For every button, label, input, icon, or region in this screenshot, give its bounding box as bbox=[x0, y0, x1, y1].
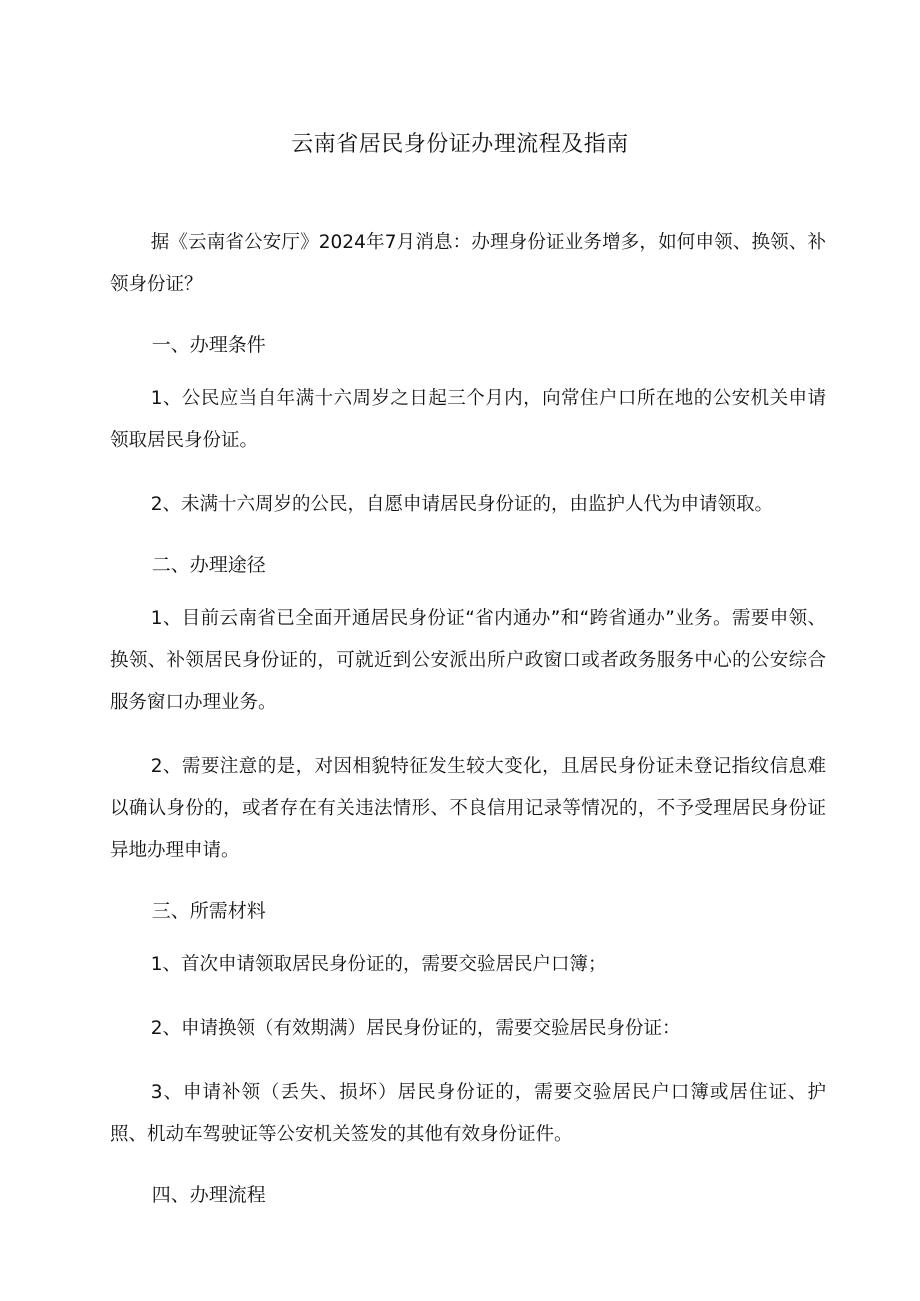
paragraph: 2、未满十六周岁的公民，自愿申请居民身份证的，由监护人代为申请领取。 bbox=[150, 494, 773, 515]
paragraph: 1、首次申请领取居民身份证的，需要交验居民户口簿； bbox=[150, 954, 607, 975]
paragraph: 2、需要注意的是，对因相貌特征发生较大变化，且居民身份证未登记指纹信息难以确认身份的，或者存在有关违法情形、不良信用记录等情况的，不予受理居民身份证异地办理申请。 bbox=[110, 756, 826, 861]
intro-paragraph: 据《云南省公安厅》2024年7月消息：办理身份证业务增多，如何申领、换领、补领身份证？ bbox=[110, 232, 826, 295]
paragraph: 2、申请换领（有效期满）居民身份证的，需要交验居民身份证： bbox=[150, 1018, 681, 1039]
paragraph: 1、公民应当自年满十六周岁之日起三个月内，向常住户口所在地的公安机关申请领取居民身份证。 bbox=[110, 388, 826, 451]
section-heading-materials: 三、所需材料 bbox=[151, 900, 266, 922]
section-heading-channels: 二、办理途径 bbox=[151, 554, 266, 576]
paragraph: 1、目前云南省已全面开通居民身份证“省内通办”和“跨省通办”业务。需要申领、换领、补领居民身份证的，可就近到公安派出所户政窗口或者政务服务中心的公安综合服务窗口办理业务。 bbox=[110, 608, 826, 713]
paragraph: 3、申请补领（丢失、损坏）居民身份证的，需要交验居民户口簿或居住证、护照、机动车驾驶证等公安机关签发的其他有效身份证件。 bbox=[110, 1082, 826, 1145]
document-body bbox=[110, 222, 826, 1228]
section-heading-process: 四、办理流程 bbox=[151, 1184, 266, 1206]
section-heading-conditions: 一、办理条件 bbox=[151, 334, 266, 356]
page-title: 云南省居民身份证办理流程及指南 bbox=[291, 132, 629, 157]
